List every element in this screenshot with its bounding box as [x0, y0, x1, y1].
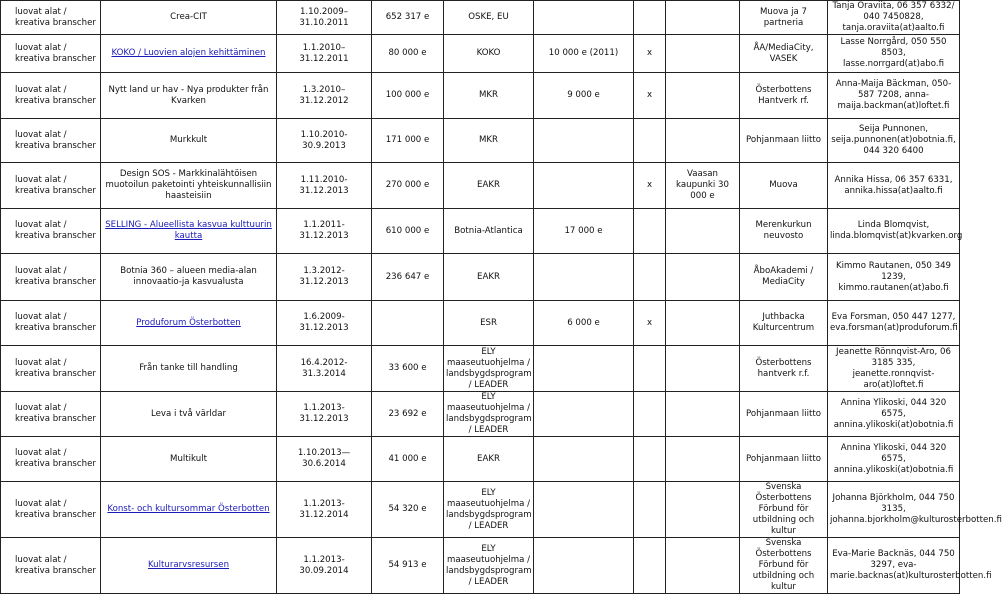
contact-cell: Eva Forsman, 050 447 1277, eva.forsman(at)produforum.fi: [828, 301, 960, 346]
category-cell: luovat alat / kreativa branscher: [1, 437, 101, 482]
organization-cell: Pohjanmaan liitto: [740, 119, 828, 163]
period-cell: 1.1.2011-31.12.2013: [277, 209, 372, 254]
period-cell: 1.1.2013-30.09.2014: [277, 538, 372, 594]
period-cell: 1.10.2010-30.9.2013: [277, 119, 372, 163]
partners-cell: [666, 35, 740, 73]
contact-cell: Seija Punnonen, seija.punnonen(at)obotnia.fi, 044 320 6400: [828, 119, 960, 163]
program-cell: EAKR: [444, 437, 534, 482]
project-cell: [101, 35, 277, 73]
period-cell: 1.11.2010-31.12.2013: [277, 163, 372, 209]
mark-cell: x: [634, 73, 666, 119]
other-funding-cell: [534, 163, 634, 209]
project-link[interactable]: SELLING - Alueellista kasvua kulttuurin kautta: [105, 220, 272, 241]
program-cell: EAKR: [444, 254, 534, 301]
project-cell: [101, 482, 277, 538]
budget-cell: 236 647 e: [372, 254, 444, 301]
table-row: [1, 119, 960, 163]
program-cell: Botnia-Atlantica: [444, 209, 534, 254]
project-cell: Multikult: [101, 437, 277, 482]
other-funding-cell: [534, 119, 634, 163]
contact-cell: Kimmo Rautanen, 050 349 1239, kimmo.rautanen(at)abo.fi: [828, 254, 960, 301]
period-cell: 1.3.2010–31.12.2012: [277, 73, 372, 119]
category-cell: luovat alat / kreativa branscher: [1, 209, 101, 254]
organization-cell: Muova: [740, 163, 828, 209]
category-cell: luovat alat / kreativa branscher: [1, 301, 101, 346]
project-link[interactable]: Konst- och kultursommar Österbotten: [107, 504, 270, 514]
budget-cell: 100 000 e: [372, 73, 444, 119]
program-cell: OSKE, EU: [444, 1, 534, 35]
organization-cell: Juthbacka Kulturcentrum: [740, 301, 828, 346]
partners-cell: [666, 254, 740, 301]
mark-cell: [634, 1, 666, 35]
organization-cell: Österbottens Hantverk rf.: [740, 73, 828, 119]
program-cell: ELY maaseutuohjelma / landsbygdsprogram / LEADER: [444, 482, 534, 538]
organization-cell: Pohjanmaan liitto: [740, 392, 828, 437]
mark-cell: [634, 437, 666, 482]
partners-cell: [666, 209, 740, 254]
project-link[interactable]: KOKO / Luovien alojen kehittäminen: [111, 48, 266, 58]
other-funding-cell: 9 000 e: [534, 73, 634, 119]
other-funding-cell: [534, 254, 634, 301]
program-cell: MKR: [444, 73, 534, 119]
partners-cell: [666, 301, 740, 346]
budget-cell: 41 000 e: [372, 437, 444, 482]
partners-cell: [666, 392, 740, 437]
project-cell: Nytt land ur hav - Nya produkter från Kvarken: [101, 73, 277, 119]
other-funding-cell: [534, 437, 634, 482]
budget-cell: 610 000 e: [372, 209, 444, 254]
category-cell: luovat alat / kreativa branscher: [1, 119, 101, 163]
partners-cell: [666, 538, 740, 594]
mark-cell: [634, 254, 666, 301]
table-row: [1, 209, 960, 254]
period-cell: 1.3.2012-31.12.2013: [277, 254, 372, 301]
mark-cell: [634, 538, 666, 594]
partners-cell: [666, 119, 740, 163]
partners-cell: [666, 1, 740, 35]
project-cell: [101, 301, 277, 346]
organization-cell: ÅboAkademi / MediaCity: [740, 254, 828, 301]
partners-cell: [666, 482, 740, 538]
table-row: [1, 254, 960, 301]
project-cell: Botnia 360 – alueen media-alan innovaatio-ja kasvualusta: [101, 254, 277, 301]
project-cell: [101, 209, 277, 254]
project-cell: Crea-CIT: [101, 1, 277, 35]
other-funding-cell: [534, 538, 634, 594]
organization-cell: Österbottens hantverk r.f.: [740, 346, 828, 392]
program-cell: ELY maaseutuohjelma / landsbygdsprogram / LEADER: [444, 346, 534, 392]
organization-cell: ÅA/MediaCity, VASEK: [740, 35, 828, 73]
table-row: [1, 538, 960, 594]
table-row: [1, 437, 960, 482]
other-funding-cell: 17 000 e: [534, 209, 634, 254]
budget-cell: 54 913 e: [372, 538, 444, 594]
project-cell: Murkkult: [101, 119, 277, 163]
category-cell: luovat alat / kreativa branscher: [1, 538, 101, 594]
project-cell: Från tanke till handling: [101, 346, 277, 392]
category-cell: luovat alat / kreativa branscher: [1, 392, 101, 437]
program-cell: ESR: [444, 301, 534, 346]
partners-cell: [666, 73, 740, 119]
project-link[interactable]: Produforum Österbotten: [136, 317, 241, 328]
partners-cell: [666, 437, 740, 482]
mark-cell: [634, 392, 666, 437]
table-row: [1, 301, 960, 346]
mark-cell: x: [634, 35, 666, 73]
organization-cell: Svenska Österbottens Förbund för utbildning och kultur: [740, 482, 828, 538]
mark-cell: x: [634, 163, 666, 209]
category-cell: luovat alat / kreativa branscher: [1, 35, 101, 73]
contact-cell: Linda Blomqvist, linda.blomqvist(at)kvarken.org: [828, 209, 960, 254]
mark-cell: [634, 346, 666, 392]
table-body: [1, 1, 1002, 594]
other-funding-cell: 10 000 e (2011): [534, 35, 634, 73]
period-cell: 1.10.2013—30.6.2014: [277, 437, 372, 482]
category-cell: luovat alat / kreativa branscher: [1, 346, 101, 392]
project-link[interactable]: Kulturarvsresursen: [147, 560, 230, 570]
category-cell: luovat alat / kreativa branscher: [1, 482, 101, 538]
program-cell: ELY maaseutuohjelma / landsbygdsprogram / LEADER: [444, 392, 534, 437]
contact-cell: Annina Ylikoski, 044 320 6575, annina.ylikoski(at)obotnia.fi: [828, 437, 960, 482]
organization-cell: Svenska Österbottens Förbund för utbildning och kultur: [740, 538, 828, 594]
project-cell: Design SOS - Markkinalähtöisen muotoilun paketointi yhteiskunnallisiin haasteisiin: [101, 163, 277, 209]
table-row: [1, 163, 960, 209]
table-row: [1, 1, 960, 35]
contact-cell: Lasse Norrgård, 050 550 8503, lasse.norrgard(at)abo.fi: [828, 35, 960, 73]
mark-cell: [634, 119, 666, 163]
mark-cell: [634, 209, 666, 254]
table-row: [1, 482, 960, 538]
contact-cell: Annina Ylikoski, 044 320 6575, annina.ylikoski(at)obotnia.fi: [828, 392, 960, 437]
budget-cell: [372, 301, 444, 346]
partners-cell: [666, 346, 740, 392]
organization-cell: Pohjanmaan liitto: [740, 437, 828, 482]
program-cell: ELY maaseutuohjelma / landsbygdsprogram / LEADER: [444, 538, 534, 594]
other-funding-cell: [534, 346, 634, 392]
other-funding-cell: [534, 392, 634, 437]
budget-cell: 33 600 e: [372, 346, 444, 392]
budget-cell: 54 320 e: [372, 482, 444, 538]
other-funding-cell: 6 000 e: [534, 301, 634, 346]
program-cell: KOKO: [444, 35, 534, 73]
organization-cell: Merenkurkun neuvosto: [740, 209, 828, 254]
table-row: [1, 73, 960, 119]
contact-cell: Eva-Marie Backnäs, 044 750 3297, eva-marie.backnas(at)kulturosterbotten.fi: [828, 538, 960, 594]
mark-cell: x: [634, 301, 666, 346]
period-cell: 16.4.2012-31.3.2014: [277, 346, 372, 392]
category-cell: luovat alat / kreativa branscher: [1, 163, 101, 209]
project-cell: [101, 538, 277, 594]
program-cell: MKR: [444, 119, 534, 163]
mark-cell: [634, 482, 666, 538]
other-funding-cell: [534, 1, 634, 35]
budget-cell: 270 000 e: [372, 163, 444, 209]
period-cell: 1.1.2013-31.12.2013: [277, 392, 372, 437]
contact-cell: Johanna Björkholm, 044 750 3135, johanna.bjorkholm@kulturosterbotten.fi: [828, 482, 960, 538]
table-row: [1, 392, 960, 437]
budget-cell: 652 317 e: [372, 1, 444, 35]
project-cell: Leva i två världar: [101, 392, 277, 437]
category-cell: luovat alat / kreativa branscher: [1, 254, 101, 301]
period-cell: 1.1.2010–31.12.2011: [277, 35, 372, 73]
period-cell: 1.1.2013-31.12.2014: [277, 482, 372, 538]
partners-cell: Vaasan kaupunki 30 000 e: [666, 163, 740, 209]
organization-cell: Muova ja 7 partneria: [740, 1, 828, 35]
table-row: [1, 346, 960, 392]
category-cell: luovat alat / kreativa branscher: [1, 1, 101, 35]
category-cell: luovat alat / kreativa branscher: [1, 73, 101, 119]
contact-cell: Tanja Oraviita, 06 357 6332/ 040 7450828, tanja.oraviita(at)aalto.fi: [828, 1, 960, 35]
period-cell: 1.6.2009-31.12.2013: [277, 301, 372, 346]
contact-cell: Jeanette Rönnqvist-Aro, 06 3185 335, jeanette.ronnqvist-aro(at)loftet.fi: [828, 346, 960, 392]
period-cell: 1.10.2009–31.10.2011: [277, 1, 372, 35]
budget-cell: 171 000 e: [372, 119, 444, 163]
table-row: [1, 35, 960, 73]
budget-cell: 23 692 e: [372, 392, 444, 437]
contact-cell: Annika Hissa, 06 357 6331, annika.hissa(at)aalto.fi: [828, 163, 960, 209]
contact-cell: Anna-Maija Bäckman, 050-587 7208, anna-maija.backman(at)loftet.fi: [828, 73, 960, 119]
program-cell: EAKR: [444, 163, 534, 209]
other-funding-cell: [534, 482, 634, 538]
budget-cell: 80 000 e: [372, 35, 444, 73]
